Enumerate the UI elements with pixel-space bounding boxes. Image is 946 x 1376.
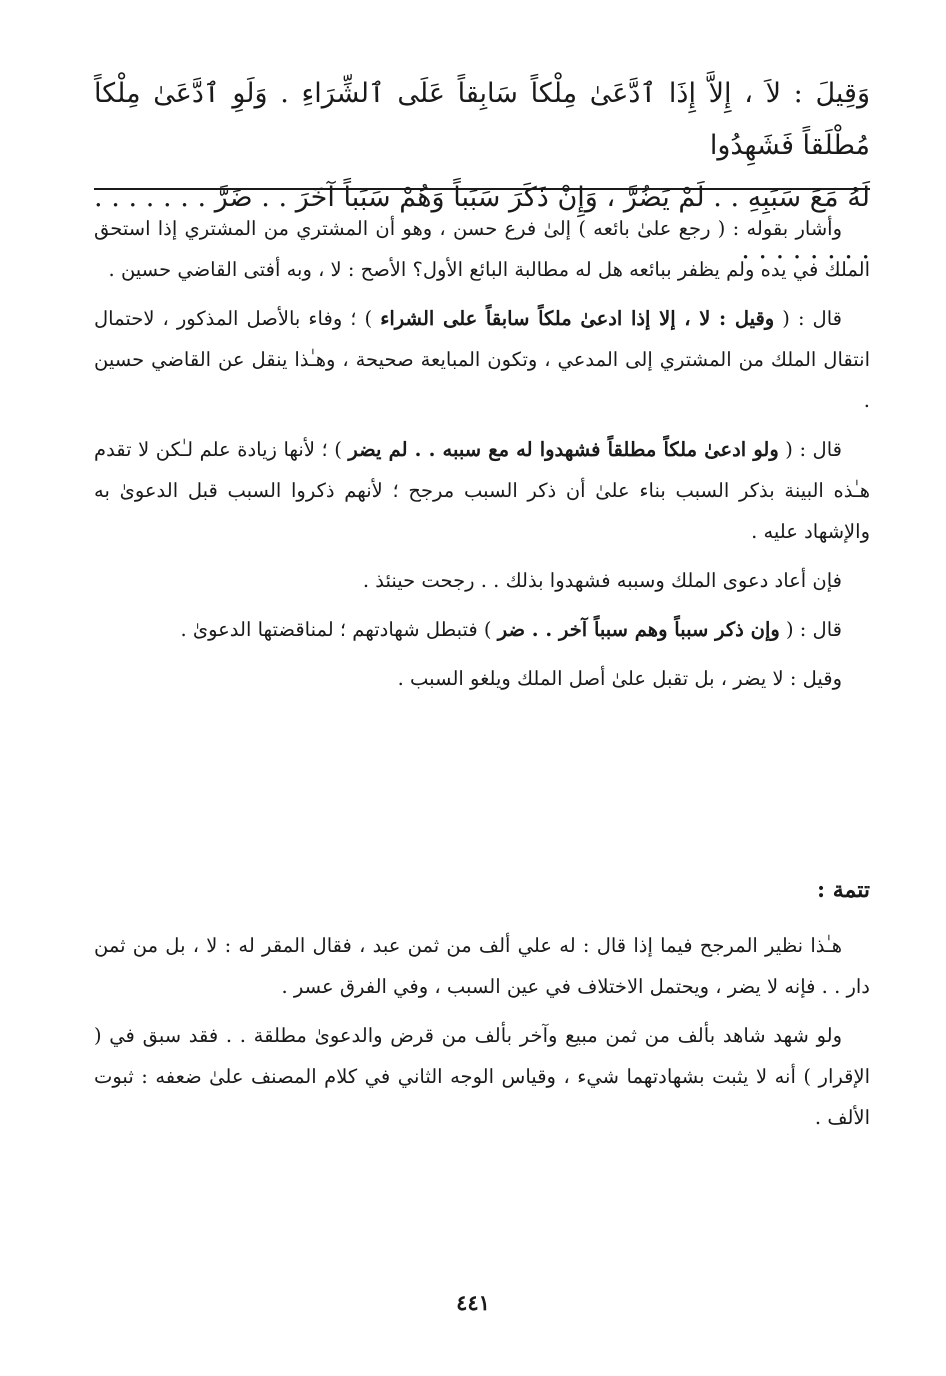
tatimma-paragraph-2: ولو شهد شاهد بألف من ثمن مبيع وآخر بألف من قرض والدعوىٰ مطلقة . . فقد سبق في ( الإقرار ) أنه لا يثبت بشهادتهما شيء ، وقياس الوجه الثاني في كلام المصنف علىٰ ضعفه : ثبوت الألف . (94, 1024, 870, 1129)
quote-open: قال : ( (774, 307, 842, 330)
commentary-paragraph-3 (94, 429, 870, 552)
separator-line (94, 188, 870, 190)
quoted-matn: وقيل : لا ، إلا إذا ادعىٰ ملكاً سابقاً على الشراء (380, 307, 775, 330)
tatimma-paragraph-1: هـٰذا نظير المرجح فيما إذا قال : له علي ألف من ثمن عبد ، فقال المقر له : لا ، بل من ثمن دار . . فإنه لا يضر ، ويحتمل الاختلاف في عين السبب ، وفي الفرق عسر . (94, 934, 870, 998)
quoted-matn: وإن ذكر سبباً وهم سبباً آخر . . ضر (497, 618, 780, 641)
page-number: ٤٤١ (456, 1290, 490, 1315)
matn-line-1: وَقِيلَ : لاَ ، إِلاَّ إِذَا ٱدَّعَىٰ مِلْكاً سَابِقاً عَلَى ٱلشِّرَاءِ . وَلَوِ ٱدَّعَىٰ مِلْكاً مُطْلَقاً فَشَهِدُوا (94, 78, 870, 161)
commentary-paragraph-4: فإن أعاد دعوى الملك وسببه فشهدوا بذلك . . رجحت حينئذ . (362, 569, 842, 592)
quote-open: قال : ( (779, 618, 842, 641)
tatimma-text (94, 925, 870, 1146)
commentary-text (94, 208, 870, 707)
quote-open: قال : ( (778, 438, 842, 461)
commentary-paragraph-5 (94, 609, 870, 650)
commentary-paragraph-1: وأشار بقوله : ( رجع علىٰ بائعه ) إلىٰ فرع حسن ، وهو أن المشتري من المشتري إذا استحق الملك في يده ولم يظفر ببائعه هل له مطالبة البائع الأول؟ الأصح : لا ، وبه أفتى القاضي حسين . (94, 217, 870, 281)
commentary-rest: ) ؛ وفاء بالأصل المذكور ، لاحتمال انتقال الملك من المشتري إلى المدعي ، وتكون المبايعة صحيحة ، وهـٰذا ينقل عن القاضي حسين . (94, 307, 870, 412)
tatimma-heading: تتمة : (816, 877, 870, 903)
commentary-rest: ) ؛ لأنها زيادة علم لـٰكن لا تقدم هـٰذه البينة بذكر السبب بناء علىٰ أن ذكر السبب مرجح ؛ لأنهم ذكروا السبب قبل الدعوىٰ به والإشهاد عليه . (94, 438, 870, 543)
commentary-rest: ) فتبطل شهادتهم ؛ لمناقضتها الدعوىٰ . (180, 618, 498, 641)
quoted-matn: ولو ادعىٰ ملكاً مطلقاً فشهدوا له مع سببه . . لم يضر (348, 438, 779, 461)
commentary-paragraph-2 (94, 298, 870, 421)
matn-line-2: لَهُ مَعَ سَبَبِهِ . . لَمْ يَضُرَّ ، وَإِنْ ذَكَرَ سَبَباً وَهُمْ سَبَباً آخَرَ . . ضَرَّ . . . . . . . . . . . . . . . (94, 182, 870, 265)
commentary-paragraph-6: وقيل : لا يضر ، بل تقبل علىٰ أصل الملك ويلغو السبب . (397, 667, 842, 690)
